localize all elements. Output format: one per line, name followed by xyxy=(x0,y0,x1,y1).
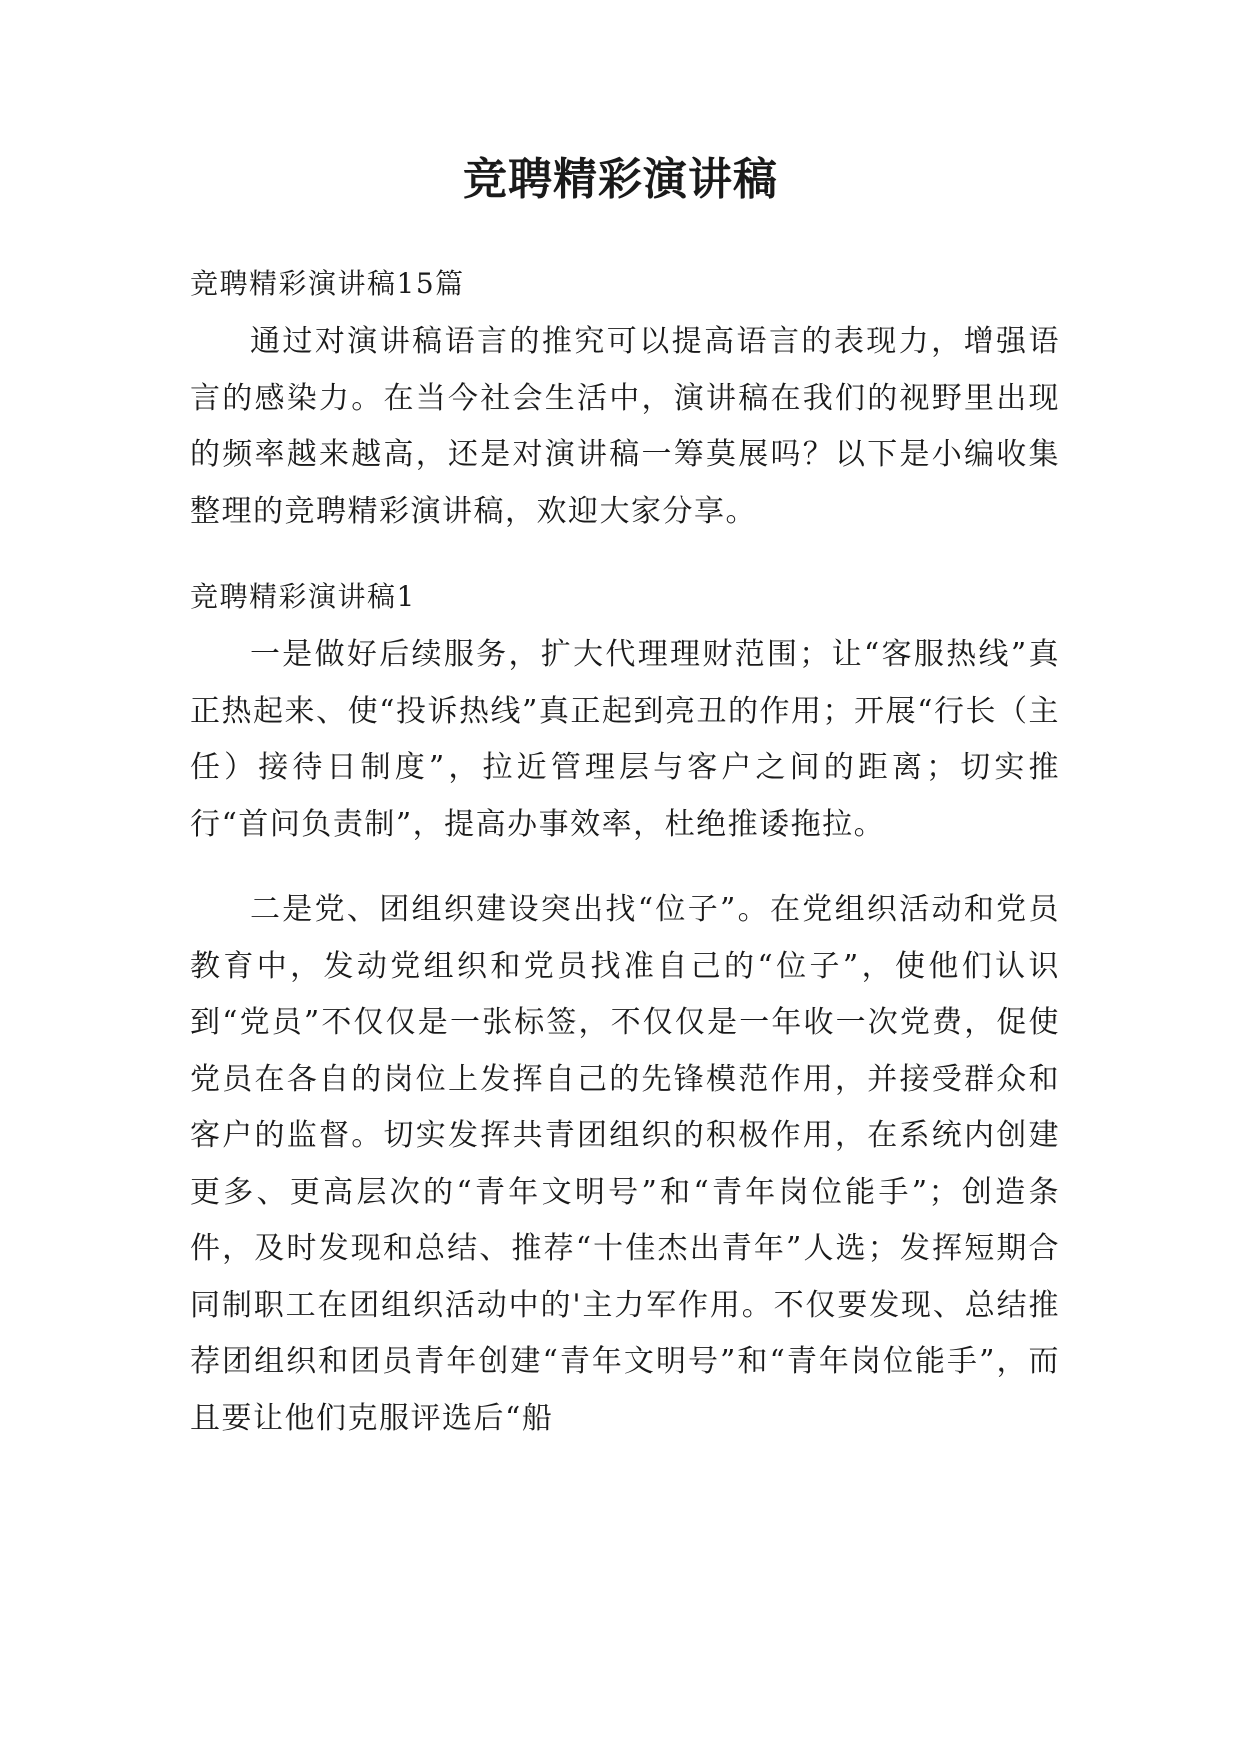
section-1-heading: 竞聘精彩演讲稿1 xyxy=(190,580,416,613)
section-1-paragraph-1: 一是做好后续服务，扩大代理理财范围；让“客服热线”真正热起来、使“投诉热线”真正起到亮丑的作用；开展“行长（主任）接待日制度”，拉近管理层与客户之间的距离；切实推行“首问负责制”，提高办事效率，杜绝推诿拖拉。 xyxy=(190,637,1060,842)
section-1-paragraph-2: 二是党、团组织建设突出找“位子”。在党组织活动和党员教育中，发动党组织和党员找准自己的“位子”，使他们认识到“党员”不仅仅是一张标签，不仅仅是一年收一次党费，促使党员在各自的岗位上发挥自己的先锋模范作用，并接受群众和客户的监督。切实发挥共青团组织的积极作用，在系统内创建更多、更高层次的“青年文明号”和“青年岗位能手”；创造条件，及时发现和总结、推荐“十佳杰出青年”人选；发挥短期合同制职工在团组织活动中的'主力军作用。不仅要发现、总结推荐团组织和团员青年创建“青年文明号”和“青年岗位能手”，而且要让他们克服评选后“船 xyxy=(190,892,1060,1436)
intro-paragraph: 通过对演讲稿语言的推究可以提高语言的表现力，增强语言的感染力。在当今社会生活中，演讲稿在我们的视野里出现的频率越来越高，还是对演讲稿一筹莫展吗？以下是小编收集整理的竞聘精彩演讲稿，欢迎大家分享。 xyxy=(190,324,1060,529)
collection-heading: 竞聘精彩演讲稿15篇 xyxy=(190,267,465,300)
document-title: 竞聘精彩演讲稿 xyxy=(463,154,778,205)
